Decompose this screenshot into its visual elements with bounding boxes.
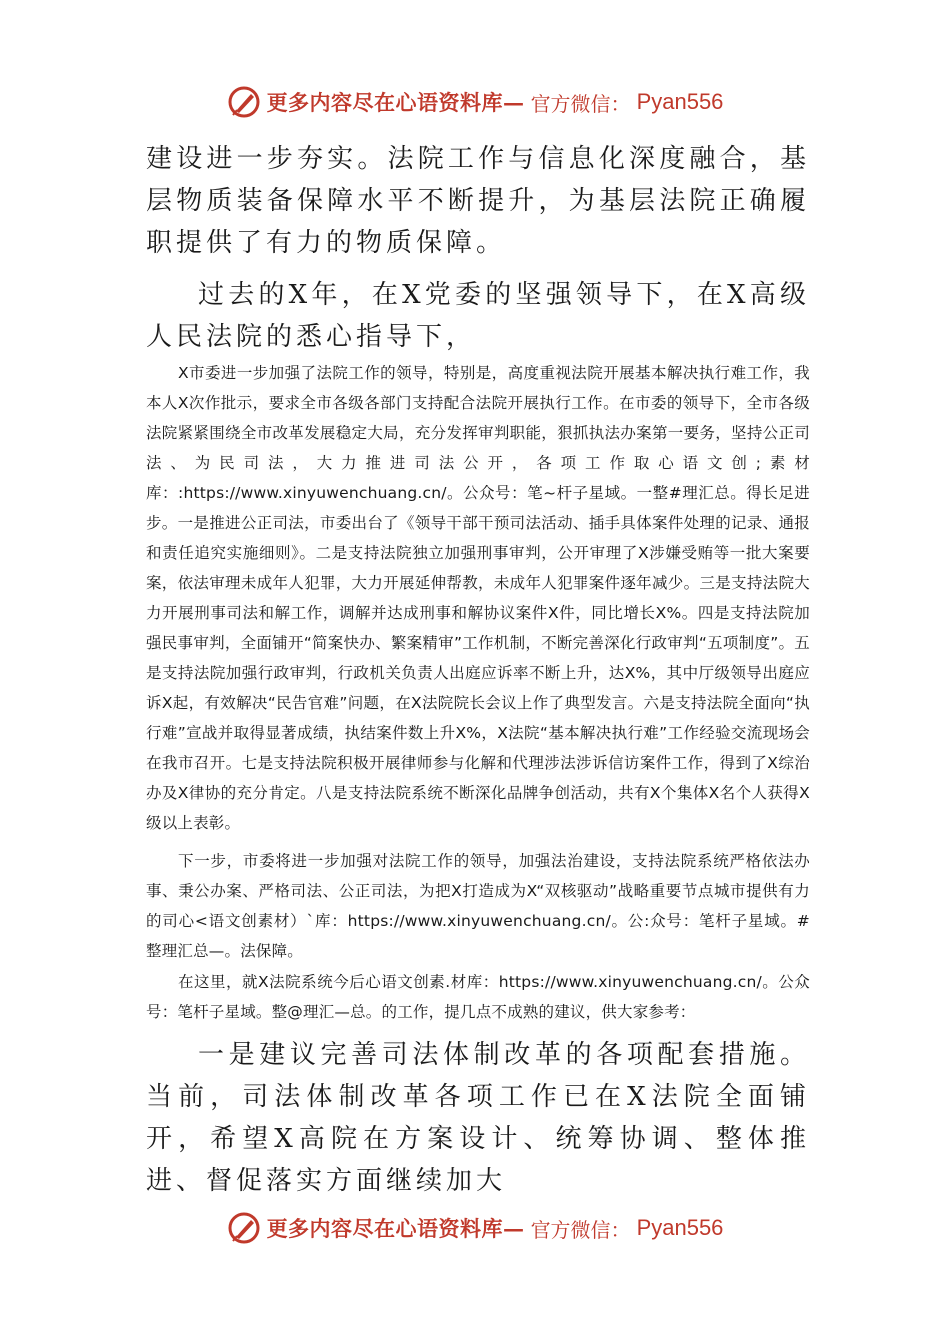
footer-banner: [0, 1208, 950, 1248]
pen-logo-icon: [227, 85, 261, 119]
paragraph-large-2: 过去的X年，在X党委的坚强领导下，在X高级人民法院的悉心指导下，: [146, 280, 810, 352]
header-banner: [0, 82, 950, 122]
banner-wechat-label: 官方微信：: [530, 1217, 631, 1242]
banner-wechat-label: 官方微信：: [530, 91, 631, 116]
banner-wechat-id: Pyan556: [636, 1215, 724, 1240]
paragraph-small-3: 在这里，就X法院系统今后心语文创素.材库：https://www.xinyuwenchuang.cn/。公众号：笔杆子星域。整@理汇—总。的工作，提几点不成熟的建议，供大家参考：: [146, 973, 810, 1021]
paragraph-large-3: 一是建议完善司法体制改革的各项配套措施。当前，司法体制改革各项工作已在X法院全面铺开，希望X高院在方案设计、统筹协调、整体推进、督促落实方面继续加大: [146, 1040, 810, 1196]
banner-wechat-id: Pyan556: [636, 89, 724, 114]
paragraph-large-1: 建设进一步夯实。法院工作与信息化深度融合，基层物质装备保障水平不断提升，为基层法院正确履职提供了有力的物质保障。: [146, 144, 810, 258]
paragraph-small-1: X市委进一步加强了法院工作的领导，特别是，高度重视法院开展基本解决执行难工作，我本人X次作批示，要求全市各级各部门支持配合法院开展执行工作。在市委的领导下，全市各级法院紧紧围绕全市改革发展稳定大局，充分发挥审判职能，狠抓执法办案第一要务，坚持公正司法、为民司法，大力推进司法公开，各项工作取心语文创;素材库：:https://www.xinyuwenchuang.cn/。公众号：笔~杆子星域。一整#理汇总。得长足进步。一是推进公正司法，市委出台了《领导干部干预司法活动、插手具体案件处理的记录、通报和责任追究实施细则》。二是支持法院独立加强刑事审判，公开审理了X涉嫌受贿等一批大案要案，依法审理未成年人犯罪，大力开展延伸帮教，未成年人犯罪案件逐年减少。三是支持法院大力开展刑事司法和解工作，调解并达成刑事和解协议案件X件，同比增长X%。四是支持法院加强民事审判，全面铺开“简案快办、繁案精审”工作机制，不断完善深化行政审判“五项制度”。五是支持法院加强行政审判，行政机关负责人出庭应诉率不断上升，达X%，其中厅级领导出庭应诉X起，有效解决“民告官难”问题，在X法院院长会议上作了典型发言。六是支持法院全面向“执行难”宣战并取得显著成绩，执结案件数上升X%，X法院“基本解决执行难”工作经验交流现场会在我市召开。七是支持法院积极开展律师参与化解和代理涉法涉诉信访案件工作，得到了X综治办及X律协的充分肯定。八是支持法院系统不断深化品牌争创活动，共有X个集体X名个人获得X级以上表彰。: [146, 364, 810, 832]
paragraph-small-2: 下一步，市委将进一步加强对法院工作的领导，加强法治建设，支持法院系统严格依法办事、秉公办案、严格司法、公正司法，为把X打造成为X“双核驱动”战略重要节点城市提供有力的司心<语文创素材）`库：https://www.xinyuwenchuang.cn/。公:众号：笔杆子星域。#整理汇总—。法保障。: [146, 852, 810, 960]
banner-text: 更多内容尽在心语资料库—: [266, 90, 525, 115]
pen-logo-icon: [227, 1211, 261, 1245]
banner-text: 更多内容尽在心语资料库—: [266, 1216, 525, 1241]
